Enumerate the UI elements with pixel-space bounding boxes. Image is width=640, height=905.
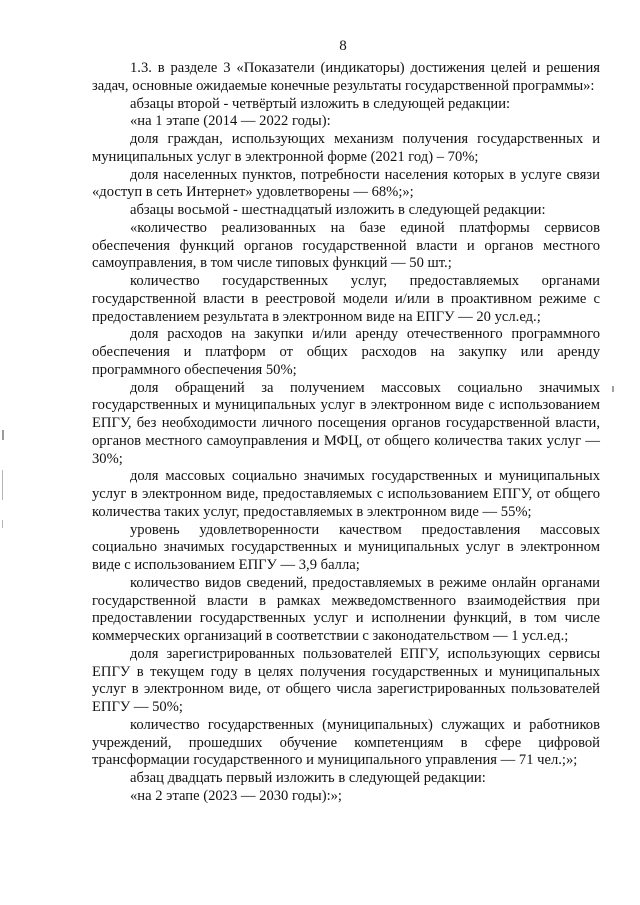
paragraph-section-heading: 1.3. в разделе 3 «Показатели (индикаторы) достижения целей и решения задач, основные ожидаемые конечные результаты государственной программы»: [92, 60, 600, 94]
paragraph-indicator: доля расходов на закупки и/или аренду отечественного программного обеспечения и платформ от общих расходов на закупку или аренду программного обеспечения 50%; [92, 326, 600, 378]
paragraph-instruction: абзацы восьмой - шестнадцатый изложить в следующей редакции: [130, 202, 546, 218]
page-number: 8 [339, 38, 347, 54]
paragraph-indicator: количество государственных услуг, предоставляемых органами государственной власти в реестровой модели и/или в проактивном режиме с предоставлением результата в электронном виде на ЕПГУ — 20 усл.ед.; [92, 273, 600, 325]
paragraph-stage-2: «на 2 этапе (2023 — 2030 годы):»; [130, 787, 342, 804]
scan-margin-mark [612, 386, 614, 392]
scan-margin-mark [2, 430, 4, 440]
paragraph-indicator: доля зарегистрированных пользователей ЕПГУ, использующих сервисы ЕПГУ в текущем году в целях получения государственных и муниципальных услуг в электронном виде, от общего числа зарегистрированных пользователей ЕПГУ — 50%; [92, 645, 600, 715]
paragraph-indicator: доля граждан, использующих механизм получения государственных и муниципальных услуг в электронной форме (2021 год) – 70%; [92, 131, 600, 165]
paragraph-stage-1: «на 1 этапе (2014 — 2022 годы): [130, 113, 331, 130]
paragraph-indicator: доля обращений за получением массовых социально значимых государственных и муниципальных услуг в электронном виде с использованием ЕПГУ, без необходимости личного посещения органов государственной власти, органов местного самоуправления и МФЦ, от общего количества таких услуг — 30%; [92, 379, 600, 467]
paragraph-indicator: доля населенных пунктов, потребности населения которых в услуге связи «доступ в сеть Интернет» удовлетворены — 68%;»; [92, 166, 600, 201]
paragraph-indicator: доля массовых социально значимых государственных и муниципальных услуг в электронном виде, предоставляемых с использованием ЕПГУ, от общего количества таких услуг, предоставляемых в электронном виде — 55%; [92, 468, 600, 520]
document-body [92, 60, 600, 806]
paragraph-indicator: количество видов сведений, предоставляемых в режиме онлайн органами государственной власти в рамках межведомственного взаимодействия при предоставлении государственных услуг и исполнении функций, в том числе коммерческих организаций в соответствии с законодательством — 1 усл.ед.; [92, 574, 600, 644]
paragraph-instruction: абзацы второй - четвёртый изложить в следующей редакции: [130, 95, 511, 112]
scan-margin-mark [2, 470, 3, 500]
paragraph-indicator: «количество реализованных на базе единой платформы сервисов обеспечения функций органов государственной власти и органов местного самоуправления, в том числе типовых функций — 50 шт.; [92, 219, 600, 272]
scan-margin-mark [2, 520, 3, 528]
paragraph-indicator: уровень удовлетворенности качеством предоставления массовых социально значимых государственных и муниципальных услуг в электронном виде с использованием ЕПГУ — 3,9 балла; [92, 521, 600, 573]
paragraph-indicator: количество государственных (муниципальных) служащих и работников учреждений, прошедших обучение компетенциям в сфере цифровой трансформации государственного и муниципального управления — 71 чел.;»; [92, 716, 600, 769]
paragraph-instruction: абзац двадцать первый изложить в следующей редакции: [130, 770, 486, 786]
